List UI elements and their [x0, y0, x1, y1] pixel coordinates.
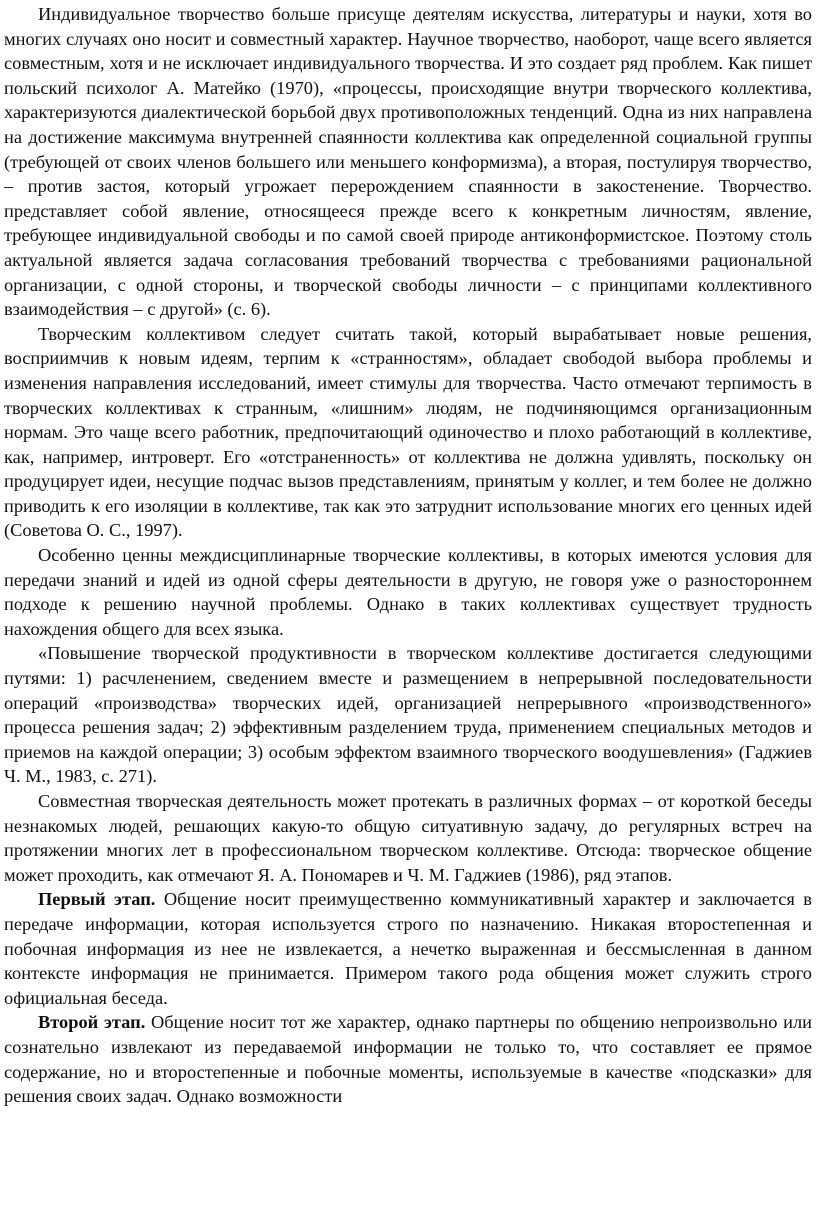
paragraph-first-stage	[4, 887, 812, 1010]
first-stage-text: Общение носит преимущественно коммуникативный характер и заключается в передаче информации, которая используется строго по назначению. Никакая второстепенная и побочная информация из нее не извлекается, а нечетко выраженная и бессмысленная в данном контексте информация не принимается. Примером такого рода общения может служить строго официальная беседа.	[4, 889, 812, 1008]
paragraph-joint-activity: Совместная творческая деятельность может протекать в различных формах – от короткой беседы незнакомых людей, решающих какую-то общую ситуативную задачу, до регулярных встреч на протяжении многих лет в профессиональном творческом коллективе. Отсюда: творческое общение может проходить, как отмечают Я. А. Пономарев и Ч. М. Гаджиев (1986), ряд этапов.	[4, 791, 812, 885]
paragraph-second-stage	[4, 1010, 812, 1108]
first-stage-heading: Первый этап.	[38, 889, 156, 910]
paragraph-productivity-quote: «Повышение творческой продуктивности в творческом коллективе достигается следующими путями: 1) расчленением, сведением вместе и размещением в непрерывной последовательности операций «производства» творческих идей, организацией непрерывного «производственного» процесса решения задач; 2) эффективным разделением труда, применением специальных методов и приемов на каждой операции; 3) особым эффектом взаимного творческого воодушевления» (Гаджиев Ч. М., 1983, с. 271).	[4, 643, 812, 787]
paragraph-individual-creativity: Индивидуальное творчество больше присуще деятелям искусства, литературы и науки, хотя во многих случаях оно носит и совместный характер. Научное творчество, наоборот, чаще всего является совместным, хотя и не исключает индивидуального творчества. И это создает ряд проблем. Как пишет польский психолог А. Матейко (1970), «процессы, происходящие внутри творческого коллектива, характеризуются диалектической борьбой двух противоположных тенденций. Одна из них направлена на достижение максимума внутренней спаянности коллектива как определенной социальной группы (требующей от своих членов большего или меньшего конформизма), а вторая, постулируя творчество, – против застоя, который угрожает перерождением спаянности в закостенение. Творчество. представляет собой явление, относящееся прежде всего к конкретным личностям, явление, требующее индивидуальной свободы и по самой своей природе антиконформистское. Поэтому столь актуальной является задача согласования требований творчества с требованиями рациональной организации, с одной стороны, и творческой свободы личности – с принципами коллективного взаимодействия – с другой» (с. 6).	[4, 4, 812, 320]
paragraph-creative-collective: Творческим коллективом следует считать такой, который вырабатывает новые решения, восприимчив к новым идеям, терпим к «странностям», обладает свободой выбора проблемы и изменения направления исследований, имеет стимулы для творчества. Часто отмечают терпимость в творческих коллективах к странным, «лишним» людям, не подчиняющимся организационным нормам. Это чаще всего работник, предпочитающий одиночество и плохо работающий в коллективе, как, например, интроверт. Его «отстраненность» от коллектива не должна удивлять, поскольку он продуцирует идеи, несущие подчас вызов представлениям, принятым у коллег, и тем более не должно приводить к его изоляции в коллективе, так как это затруднит использование многих его ценных идей (Советова О. С., 1997).	[4, 323, 812, 541]
second-stage-heading: Второй этап.	[38, 1012, 146, 1033]
paragraph-interdisciplinary: Особенно ценны междисциплинарные творческие коллективы, в которых имеются условия для передачи знаний и идей из одной сферы деятельности в другую, не говоря уже о разностороннем подходе к решению научной проблемы. Однако в таких коллективах существует трудность нахождения общего для всех языка.	[4, 545, 812, 639]
second-stage-text: Общение носит тот же характер, однако партнеры по общению непроизвольно или сознательно извлекают из передаваемой информации не только то, что составляет ее прямое содержание, но и второстепенные и побочные моменты, используемые в качестве «подсказки» для решения своих задач. Однако возможности	[4, 1012, 812, 1107]
